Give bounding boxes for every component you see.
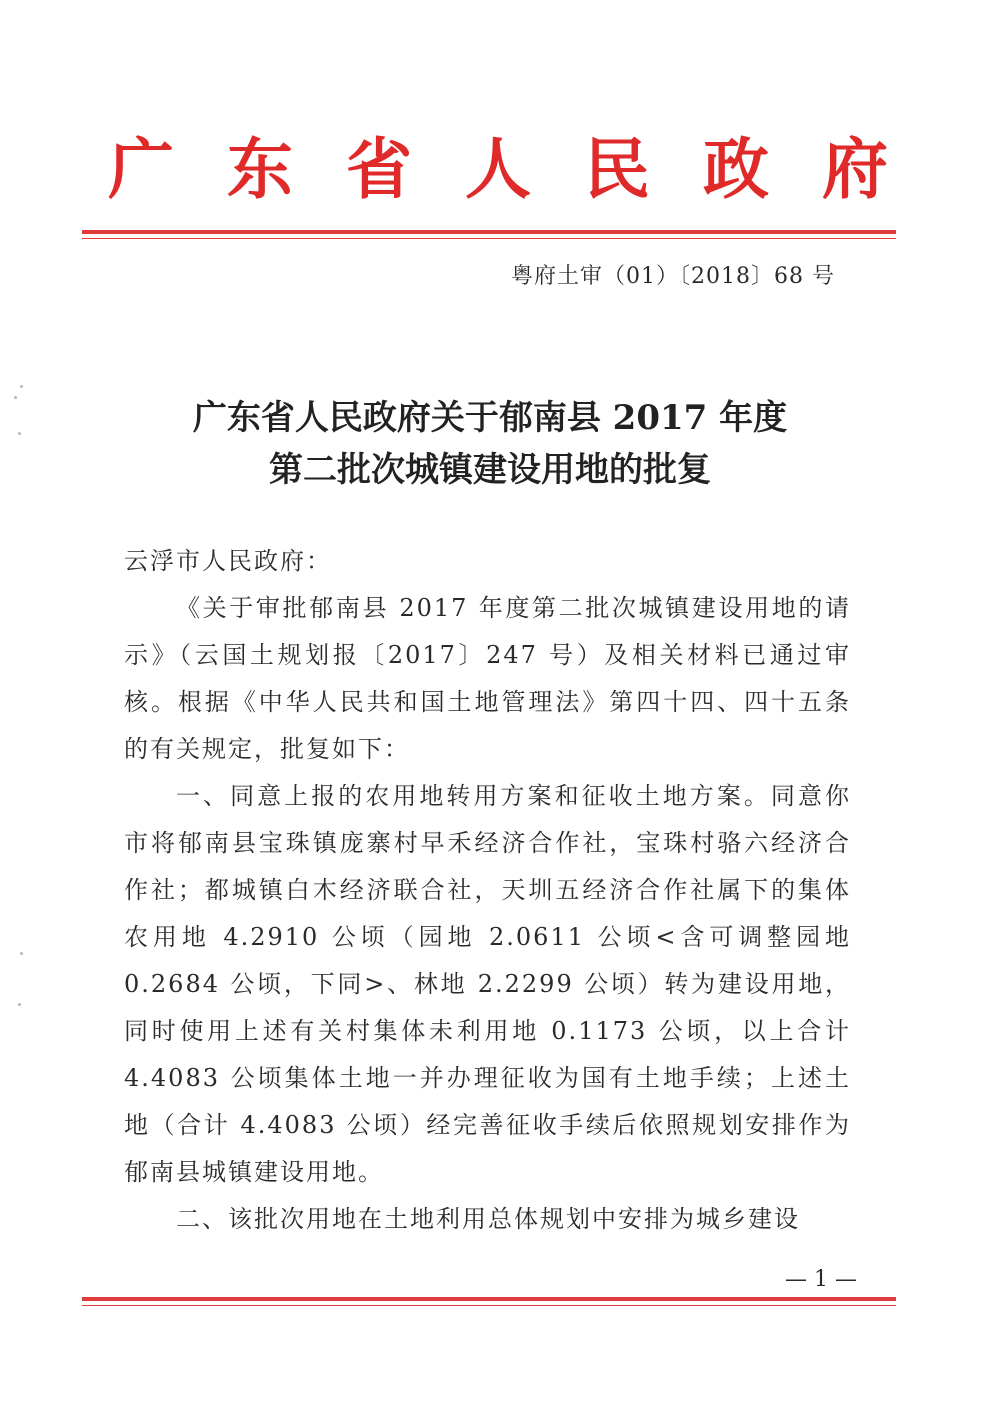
document-body: [124, 538, 851, 1243]
scan-speck: [14, 396, 17, 399]
letterhead-char: 人: [465, 131, 531, 208]
scan-speck: [18, 432, 21, 435]
letterhead-char: 府: [822, 131, 888, 208]
document-number: 粤府土审（01）〔2018〕68 号: [511, 264, 835, 289]
letterhead-char: 民: [584, 131, 650, 208]
title-line-1: 广东省人民政府关于郁南县 2017 年度: [192, 398, 788, 438]
letterhead-char: 东: [227, 131, 293, 208]
addressee: 云浮市人民政府：: [124, 547, 332, 575]
red-divider-top-thin: [82, 238, 896, 239]
paragraph: 一、同意上报的农用地转用方案和征收土地方案。同意你市将郁南县宝珠镇庞寨村早禾经济合作社，宝珠村骆六经济合作社；都城镇白木经济联合社，天圳五经济合作社属下的集体农用地 4.2910 公顷（园地 2.0611 公顷<含可调整园地 0.2684 公顷，下同>、林地 2.2299 公顷）转为建设用地，同时使用上述有关村集体未利用地 0.1173 公顷，以上合计 4.4083 公顷集体土地一并办理征收为国有土地手续；上述土地（合计 4.4083 公顷）经完善征收手续后依照规划安排作为郁南县城镇建设用地。: [124, 782, 851, 1186]
letterhead-char: 政: [703, 131, 769, 208]
document-title: [80, 392, 900, 496]
page-number: — 1 —: [785, 1267, 857, 1292]
red-divider-bottom: [82, 1297, 896, 1301]
scan-speck: [20, 952, 23, 955]
title-line-2: 第二批次城镇建设用地的批复: [269, 450, 711, 490]
letterhead: [108, 128, 888, 212]
letterhead-char: 省: [346, 131, 412, 208]
paragraph: 二、该批次用地在土地利用总体规划中安排为城乡建设: [176, 1205, 800, 1233]
red-divider-bottom-thin: [82, 1305, 896, 1306]
scan-speck: [18, 1003, 21, 1006]
paragraph: 《关于审批郁南县 2017 年度第二批次城镇建设用地的请示》（云国土规划报〔2017〕247 号）及相关材料已通过审核。根据《中华人民共和国土地管理法》第四十四、四十五条的有关规定，批复如下：: [124, 594, 851, 763]
red-divider-top: [82, 230, 896, 234]
scan-speck: [20, 385, 23, 388]
letterhead-char: 广: [108, 131, 174, 208]
